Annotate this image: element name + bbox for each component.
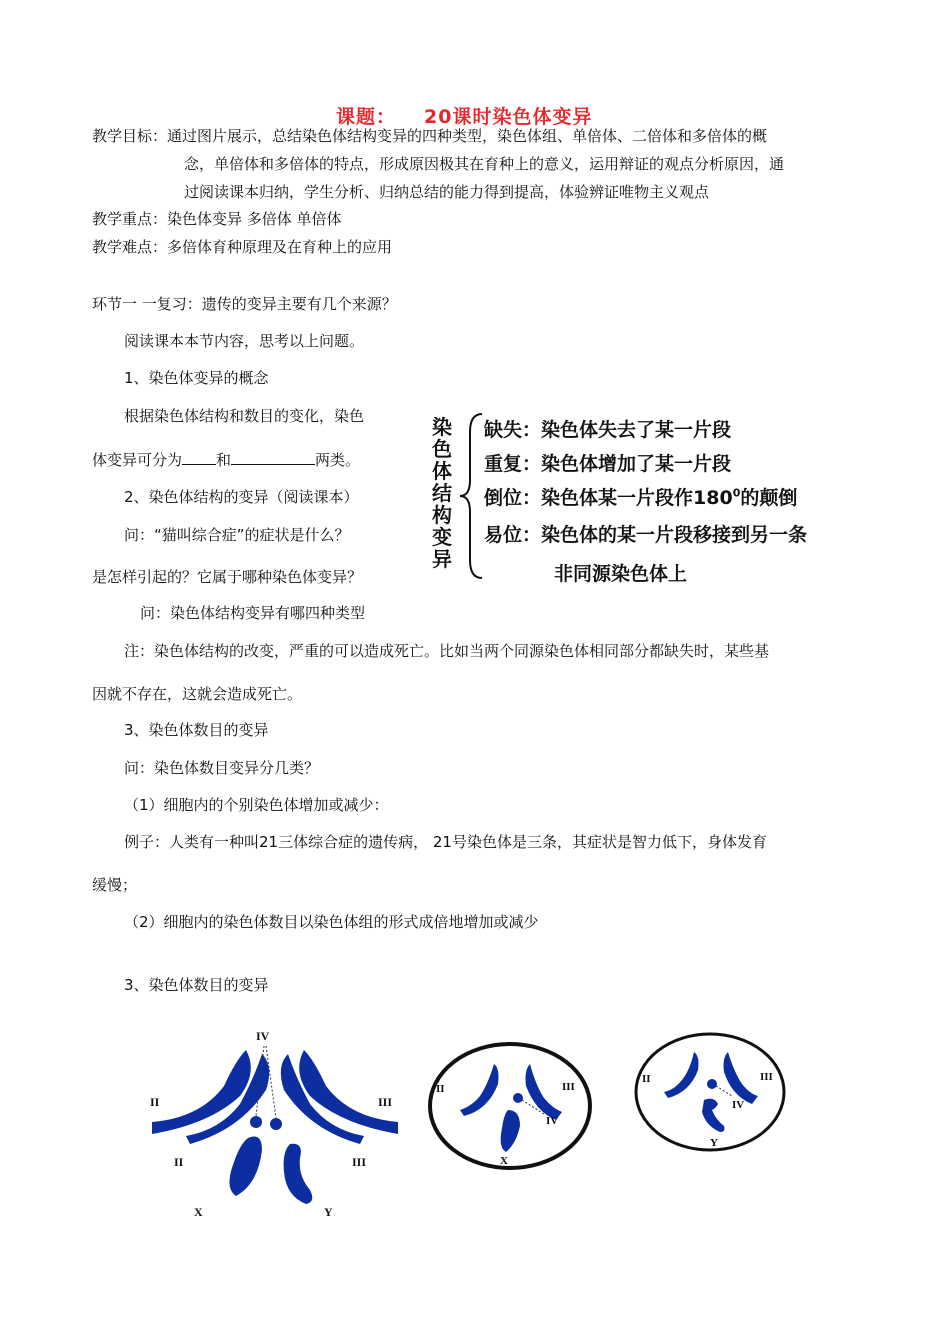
cell-outline: [636, 1034, 784, 1150]
brace-icon: [456, 410, 486, 582]
question1-a: 问：“猫叫综合症”的症状是什么？: [124, 526, 350, 544]
chromosome-set-figure: [140, 1026, 410, 1226]
objectives-label: 教学目标：: [92, 127, 168, 145]
label-X: X: [500, 1155, 508, 1167]
chromosome-IV-b: [270, 1118, 282, 1130]
label-III: III: [562, 1081, 575, 1093]
concept-line-a: 根据染色体结构和数目的变化，染色: [124, 407, 365, 425]
diagram-vertical-label: 染色体结构变异: [432, 415, 452, 571]
label-IV: IV: [546, 1115, 559, 1127]
title-label: 课题：: [336, 106, 397, 128]
objectives-line3: 过阅读课本归纳，学生分析、归纳总结的能力得到提高，体验辨证唯物主义观点: [184, 183, 710, 201]
category2: （2）细胞内的染色体数目以染色体组的形式成倍地增加或减少: [124, 913, 539, 931]
blank-1[interactable]: [182, 450, 216, 465]
chromosome-Y: [702, 1099, 725, 1132]
question3: 问：染色体数目变异分几类？: [124, 759, 320, 777]
label-IV: IV: [256, 1029, 270, 1043]
label-II: II: [436, 1083, 445, 1095]
question1-b: 是怎样引起的？它属于哪种染色体变异？: [92, 568, 363, 586]
gamete-y-figure: [632, 1030, 788, 1154]
title-text: 20课时染色体变异: [424, 106, 593, 128]
item3-heading: 3、染色体数目的变异: [124, 721, 269, 739]
label-III-top: III: [378, 1095, 393, 1109]
concept-line-b: 体变异可分为 和 两类。: [92, 451, 361, 469]
item2-heading: 2、染色体结构的变异（阅读课本）: [124, 488, 359, 506]
label-II: II: [642, 1073, 651, 1085]
chromosome-X: [501, 1110, 520, 1152]
category1: （1）细胞内的个别染色体增加或减少：: [124, 796, 389, 814]
diagram-row-inversion: 倒位：染色体某一片段作$180^0$的颠倒: [484, 486, 798, 509]
chromosome-IV: [707, 1079, 717, 1089]
chromosome-III: [526, 1064, 563, 1120]
chromosome-III: [724, 1052, 759, 1104]
diagram-row-translocation-cont: 非同源染色体上: [554, 563, 688, 585]
difficulties: 教学难点：多倍体育种原理及在育种上的应用: [92, 238, 393, 256]
objectives-line2: 念，单倍体和多倍体的特点，形成原因极其在育种上的意义，运用辩证的观点分析原因，通: [184, 155, 785, 173]
item1-heading: 1、染色体变异的概念: [124, 369, 269, 387]
section1-heading: 环节一 一复习：遗传的变异主要有几个来源？: [92, 295, 397, 313]
diagram-row-translocation: 易位：染色体的某一片段移接到另一条: [484, 524, 808, 546]
diagram-row-duplication: 重复：染色体增加了某一片段: [484, 453, 732, 475]
blank-2[interactable]: [231, 450, 315, 465]
chromosomes: [152, 1050, 398, 1204]
cell-outline: [430, 1044, 590, 1168]
example-line-b: 缓慢；: [92, 876, 138, 894]
label-X: X: [194, 1205, 203, 1219]
chromosome-IV-a: [250, 1116, 262, 1128]
note-line-a: 注：染色体结构的改变，严重的可以造成死亡。比如当两个同源染色体相同部分都缺失时，某些基: [124, 642, 770, 660]
item3b-heading: 3、染色体数目的变异: [124, 976, 269, 994]
objectives-line1: 教学目标：通过图片展示，总结染色体结构变异的四种类型，染色体组、单倍体、二倍体和多倍体的概: [92, 127, 768, 145]
label-II-top: II: [150, 1095, 160, 1109]
diagram-row-deletion: 缺失：染色体失去了某一片段: [484, 419, 732, 441]
chromosome-IV: [513, 1093, 523, 1103]
page-title: [336, 102, 592, 129]
note-line-b: 因就不存在，这就会造成死亡。: [92, 685, 303, 703]
chromosome-II: [460, 1064, 499, 1116]
chromosome-Y: [284, 1144, 313, 1204]
label-II-bottom: II: [174, 1155, 184, 1169]
chromosome-II: [664, 1052, 699, 1098]
label-III: III: [760, 1071, 773, 1083]
gamete-x-figure: [426, 1040, 594, 1172]
label-Y: Y: [324, 1205, 333, 1219]
example-line-a: 例子：人类有一种叫21三体综合症的遗传病， 21号染色体是三条，其症状是智力低下，身体发育: [124, 833, 767, 851]
question2: 问：染色体结构变异有哪四种类型: [140, 604, 366, 622]
chromosome-X: [229, 1137, 262, 1197]
label-III-bottom: III: [352, 1155, 367, 1169]
read-text: 阅读课本本节内容，思考以上问题。: [124, 332, 365, 350]
label-Y: Y: [710, 1137, 718, 1149]
key-points: 教学重点：染色体变异 多倍体 单倍体: [92, 210, 342, 228]
label-IV: IV: [732, 1099, 745, 1111]
